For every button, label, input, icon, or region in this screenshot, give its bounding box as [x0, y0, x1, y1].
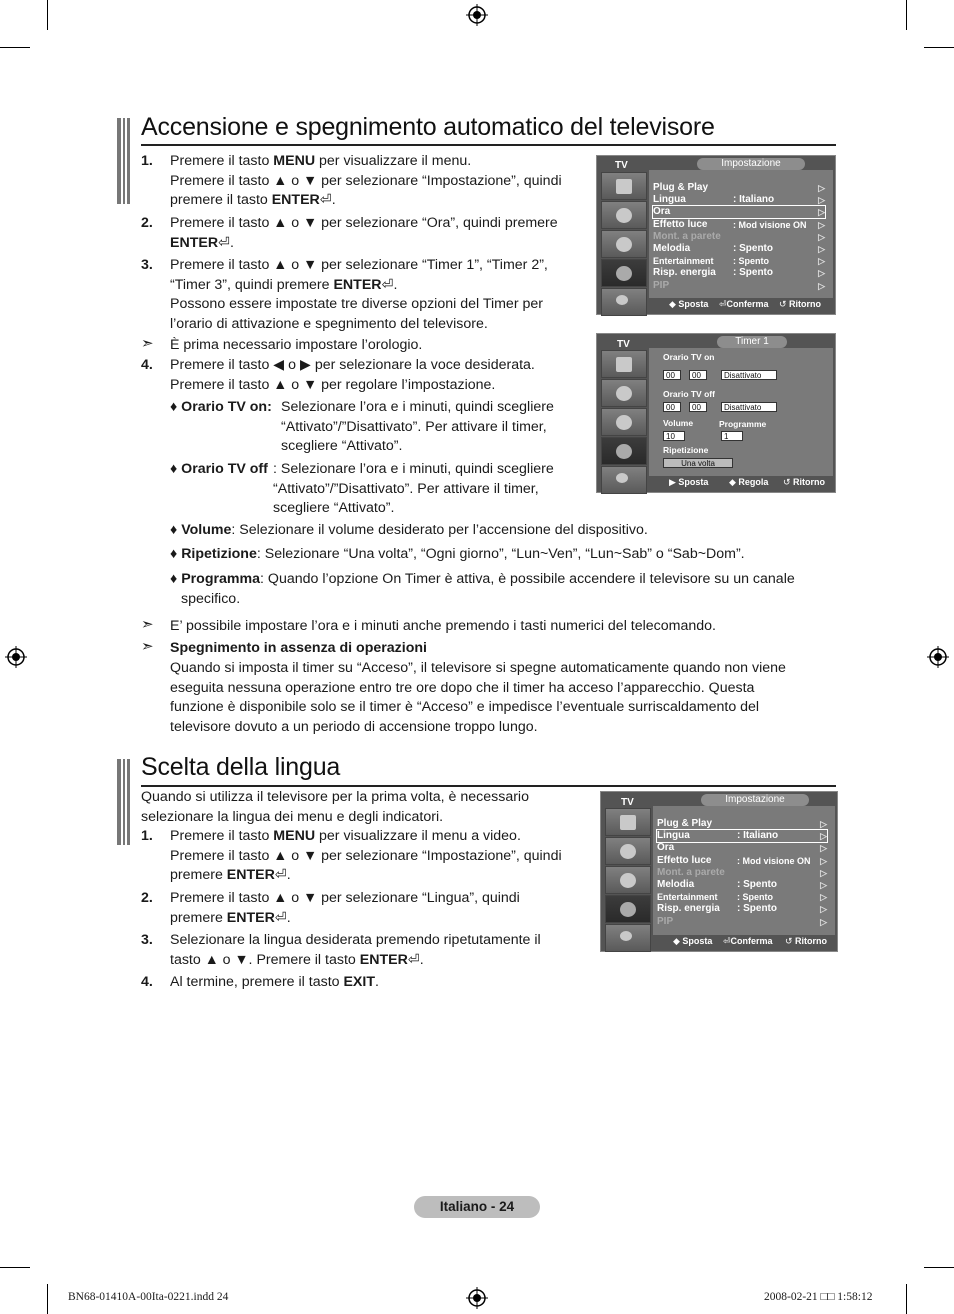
menu-panel — [653, 806, 835, 935]
menu-item-value: : Spento — [733, 267, 773, 279]
menu-footer — [649, 476, 833, 490]
menu-item-label: Plug & Play — [653, 182, 709, 193]
chevron-right-icon: ▷ — [818, 219, 825, 230]
step-1-text: Premere il tasto MENU per visualizzare il menu. Premere il tasto ▲ o ▼ per selezionare “Impostazione”, quindi premere il tasto ENTER⏎. — [170, 153, 562, 208]
input-icon — [605, 924, 651, 952]
tv-label: TV — [615, 160, 628, 171]
footer-confirm: ⏎Conferma — [723, 936, 773, 946]
menu-item[interactable] — [653, 231, 825, 243]
chevron-right-icon: ▷ — [818, 207, 825, 218]
menu-footer — [653, 935, 835, 949]
intro-text: Quando si utilizza il televisore per la prima volta, è necessario selezionare la lingua dei menu e degli indicatori. — [141, 789, 529, 825]
print-slug-left: BN68-01410A-00Ita-0221.indd 24 — [68, 1291, 229, 1303]
step-number: 4. — [141, 357, 153, 373]
section-rule — [141, 144, 836, 146]
step-number: 3. — [141, 257, 153, 273]
registration-mark-icon — [5, 646, 27, 668]
lang-step-2-text: Premere il tasto ▲ o ▼ per selezionare “Lingua”, quindi premere ENTER⏎. — [170, 890, 520, 926]
registration-mark-icon — [466, 4, 488, 26]
chevron-right-icon: ▷ — [820, 843, 827, 854]
note-auto-text: Quando si imposta il timer su “Acceso”, il televisore si spegne automaticamente quando non viene eseguita nessuna operazione entro tre ore dopo che il timer ha acceso l’apparecchio. Questa funzione è disponibile solo se il timer è “Acceso” e impedisce l’eventuale surriscaldamento del televisore dovuto a un periodo di accensione troppo lungo. — [170, 660, 786, 735]
menu-item[interactable] — [657, 879, 827, 891]
menu-item-value: : Spento — [737, 903, 777, 915]
section-bar — [117, 759, 131, 845]
menu-item-value: : Spento — [733, 256, 769, 267]
menu-item[interactable] — [657, 916, 827, 928]
lang-step-4-text: Al termine, premere il tasto EXIT. — [170, 974, 379, 990]
step-number: 2. — [141, 215, 153, 231]
footer-return: ↺ Ritorno — [785, 936, 828, 946]
timer-on-label: Orario TV on — [663, 352, 715, 362]
section-title: Accensione e spegnimento automatico del televisore — [141, 113, 715, 141]
menu-item-value: : Mod visione ON — [737, 855, 811, 866]
menu-icon-column — [603, 806, 653, 933]
chevron-right-icon: ▷ — [820, 855, 827, 866]
tv-menu-timer — [596, 333, 836, 493]
lang-step-1-text: Premere il tasto MENU per visualizzare il menu a video. Premere il tasto ▲ o ▼ per selezionare “Impostazione”, quindi premere ENTER⏎. — [170, 828, 562, 883]
menu-item[interactable] — [657, 867, 827, 879]
menu-item-label: Risp. energia — [653, 267, 716, 279]
menu-panel — [649, 170, 833, 298]
menu-item-label: Melodia — [653, 243, 691, 254]
step-number: 1. — [141, 828, 153, 844]
chevron-right-icon: ▷ — [818, 268, 825, 279]
print-slug-right: 2008-02-21 □□ 1:58:12 — [764, 1291, 873, 1303]
step-number: 4. — [141, 974, 153, 990]
chevron-right-icon: ▷ — [818, 280, 825, 291]
chevron-right-icon: ▷ — [820, 892, 827, 903]
timer-off-hour: 00 — [663, 402, 681, 412]
menu-item-label: Ora — [657, 842, 675, 854]
menu-header: Timer 1 — [717, 336, 787, 348]
menu-item-label: Mont. a parete — [653, 230, 721, 242]
note-auto-title: Spegnimento in assenza di operazioni — [170, 640, 427, 656]
timer-on-state: Disattivato — [721, 370, 777, 380]
footer-return: ↺ Ritorno — [783, 477, 826, 487]
chevron-right-icon: ▷ — [820, 867, 827, 878]
menu-item[interactable] — [657, 842, 827, 854]
menu-item-label: Ora — [653, 206, 671, 218]
menu-item[interactable] — [657, 891, 827, 903]
footer-return: ↺ Ritorno — [779, 299, 822, 309]
note-arrow-icon: ➣ — [141, 638, 154, 655]
menu-item-label: Lingua — [653, 194, 686, 206]
footer-adjust: ◆ Regola — [729, 477, 769, 487]
note-arrow-icon: ➣ — [141, 616, 154, 633]
repetition-value: Una volta — [663, 458, 733, 468]
step-3-text: Premere il tasto ▲ o ▼ per selezionare “Timer 1”, “Timer 2”, “Timer 3”, quindi premere ENTER⏎. Possono essere impostate tre diverse opzioni del Timer per l’orario di attivazione e spegnimento del televisore. — [170, 257, 548, 332]
menu-item-value: : Italiano — [737, 830, 779, 842]
timer-on-hour: 00 — [663, 370, 681, 380]
picture-icon — [601, 350, 647, 378]
registration-mark-icon — [927, 646, 949, 668]
menu-header: Impostazione — [701, 794, 809, 806]
orario-on-text: Selezionare l’ora e i minuti, quindi scegliere “Attivato”/”Disattivato”. Per attivare il timer, scegliere “Attivato”. — [281, 399, 554, 454]
menu-item-label: Effetto luce — [653, 218, 708, 230]
menu-item-label: Melodia — [657, 879, 695, 890]
footer-move: ◆ Sposta — [673, 936, 713, 946]
step-2-text: Premere il tasto ▲ o ▼ per selezionare “Ora”, quindi premere ENTER⏎. — [170, 215, 558, 251]
section-bar — [117, 118, 131, 204]
menu-item[interactable] — [653, 182, 825, 194]
note-arrow-icon: ➣ — [141, 335, 154, 352]
programme-value: 1 — [721, 431, 743, 441]
tv-menu-language — [600, 791, 838, 952]
menu-item-label: Entertainment — [657, 892, 718, 903]
input-icon — [601, 466, 647, 494]
timer-off-label: Orario TV off — [663, 389, 715, 399]
chevron-right-icon: ▷ — [820, 819, 827, 829]
menu-item[interactable] — [653, 280, 825, 292]
menu-item-label: Plug & Play — [657, 818, 713, 829]
menu-item-value: : Spento — [737, 892, 773, 903]
menu-item-value: : Italiano — [733, 194, 775, 206]
setup-icon — [601, 259, 647, 287]
footer-move: ▶ Sposta — [669, 477, 709, 487]
chevron-right-icon: ▷ — [818, 256, 825, 267]
menu-item[interactable] — [653, 219, 825, 231]
chevron-right-icon: ▷ — [818, 244, 825, 254]
picture-icon — [605, 808, 651, 836]
menu-item[interactable] — [657, 855, 827, 867]
footer-confirm: ⏎Conferma — [719, 299, 769, 309]
channel-icon — [601, 230, 647, 258]
step-number: 1. — [141, 153, 153, 169]
input-icon — [601, 288, 647, 316]
menu-item[interactable] — [653, 255, 825, 267]
menu-item[interactable] — [653, 206, 825, 218]
page-number-badge: Italiano - 24 — [414, 1196, 540, 1218]
menu-item[interactable] — [653, 267, 825, 279]
chevron-right-icon: ▷ — [820, 880, 827, 890]
timer-off-state: Disattivato — [721, 402, 777, 412]
repetition-label: Ripetizione — [663, 445, 709, 455]
orario-off-text: : Selezionare l’ora e i minuti, quindi scegliere “Attivato”/”Disattivato”. Per attivare il timer, scegliere “Attivato”. — [273, 461, 554, 516]
chevron-right-icon: ▷ — [818, 183, 825, 193]
step-number: 3. — [141, 932, 153, 948]
tv-menu-setup — [596, 155, 836, 315]
timer-off-minute: 00 — [689, 402, 707, 412]
tv-label: TV — [621, 797, 634, 808]
note-numeric: E’ possibile impostare l’ora e i minuti anche premendo i tasti numerici del telecomando. — [170, 618, 716, 634]
menu-item[interactable] — [653, 194, 825, 206]
menu-item-label: Effetto luce — [657, 854, 712, 866]
footer-move: ◆ Sposta — [669, 299, 709, 309]
chevron-right-icon: ▷ — [818, 195, 825, 206]
registration-mark-icon — [466, 1287, 488, 1309]
menu-item[interactable] — [657, 903, 827, 915]
chevron-right-icon: ▷ — [820, 831, 827, 842]
menu-icon-column — [599, 348, 649, 474]
timer-on-minute: 00 — [689, 370, 707, 380]
tv-label: TV — [617, 339, 630, 350]
menu-footer — [649, 298, 833, 312]
menu-item[interactable] — [653, 243, 825, 255]
menu-item-label: Risp. energia — [657, 903, 720, 915]
sound-icon — [605, 837, 651, 865]
orario-on-label: ♦ Orario TV on: — [170, 399, 272, 415]
sound-icon — [601, 379, 647, 407]
setup-icon — [605, 895, 651, 923]
menu-item-value: : Spento — [737, 879, 777, 890]
volume-label: Volume — [663, 418, 694, 428]
volume-value: 10 — [663, 431, 685, 441]
menu-item[interactable] — [657, 818, 827, 830]
step-number: 2. — [141, 890, 153, 906]
ripetizione-text: ♦ Ripetizione: Selezionare “Una volta”, “Ogni giorno”, “Lun~Ven”, “Lun~Sab” o “Sab~Dom”. — [170, 546, 745, 562]
picture-icon — [601, 172, 647, 200]
section-rule — [141, 785, 836, 787]
programme-label: Programme — [719, 419, 767, 429]
channel-icon — [601, 408, 647, 436]
programma-text: ♦ Programma: Quando l’opzione On Timer è attiva, è possibile accendere il televisore su un canale specifico. — [170, 571, 795, 607]
menu-item[interactable] — [657, 830, 827, 842]
orario-off-label: ♦ Orario TV off — [170, 461, 268, 477]
sound-icon — [601, 201, 647, 229]
menu-header: Impostazione — [697, 158, 805, 170]
setup-icon — [601, 437, 647, 465]
menu-item-label: Lingua — [657, 830, 690, 842]
menu-item-label: PIP — [657, 915, 674, 927]
section-title: Scelta della lingua — [141, 753, 341, 781]
lang-step-3-text: Selezionare la lingua desiderata premendo ripetutamente il tasto ▲ o ▼. Premere il tasto ENTER⏎. — [170, 932, 541, 968]
step-4-text: Premere il tasto ◀ o ▶ per selezionare la voce desiderata. Premere il tasto ▲ o ▼ per regolare l’impostazione. — [170, 357, 535, 393]
note-clock: È prima necessario impostare l’orologio. — [170, 337, 423, 353]
chevron-right-icon: ▷ — [818, 231, 825, 242]
volume-text: ♦ Volume: Selezionare il volume desiderato per l’accensione del dispositivo. — [170, 522, 648, 538]
chevron-right-icon: ▷ — [820, 916, 827, 927]
menu-item-label: Entertainment — [653, 256, 714, 267]
menu-icon-column — [599, 170, 649, 296]
menu-item-value: : Spento — [733, 243, 773, 254]
menu-item-label: Mont. a parete — [657, 866, 725, 878]
chevron-right-icon: ▷ — [820, 904, 827, 915]
menu-panel — [649, 348, 833, 476]
menu-item-value: : Mod visione ON — [733, 219, 807, 230]
menu-item-label: PIP — [653, 279, 670, 291]
channel-icon — [605, 866, 651, 894]
